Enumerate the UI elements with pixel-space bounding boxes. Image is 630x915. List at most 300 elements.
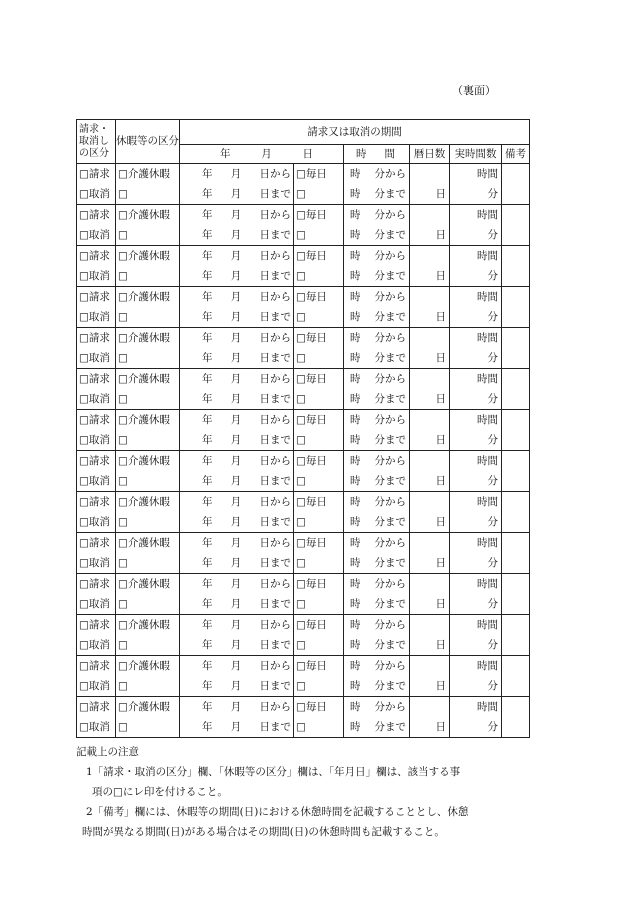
start-date-field[interactable]	[180, 410, 294, 431]
start-time-field[interactable]	[344, 164, 410, 185]
start-time-field[interactable]	[344, 205, 410, 226]
other-checkbox[interactable]: □	[294, 225, 344, 246]
year-label: 年	[202, 372, 213, 385]
entry-row-start	[77, 574, 530, 595]
days-count-field[interactable]: 日	[410, 184, 450, 205]
header-remarks: 備考	[502, 145, 530, 164]
hour-label: 時	[350, 515, 361, 528]
month-label: 月	[230, 187, 242, 200]
hour-label: 時	[350, 310, 361, 323]
other-checkbox[interactable]: □	[294, 184, 344, 205]
from-min-label: 分から	[374, 618, 406, 631]
from-min-label: 分から	[374, 700, 406, 713]
to-day-label: 日まで	[259, 474, 291, 487]
daily-checkbox[interactable]: □毎日	[294, 164, 344, 185]
end-date-field[interactable]	[180, 676, 294, 697]
start-time-field[interactable]	[344, 533, 410, 554]
cancel-checkbox[interactable]: □取消	[77, 389, 116, 410]
remarks-field[interactable]	[502, 287, 530, 328]
hour-label: 時	[350, 679, 361, 692]
end-time-field[interactable]	[344, 512, 410, 533]
start-date-field[interactable]	[180, 451, 294, 472]
minutes-field[interactable]: 分	[450, 348, 502, 369]
days-field[interactable]	[410, 615, 450, 636]
days-field[interactable]	[410, 246, 450, 267]
days-count-field[interactable]: 日	[410, 266, 450, 287]
minutes-field[interactable]: 分	[450, 225, 502, 246]
start-time-field[interactable]	[344, 328, 410, 349]
other-checkbox[interactable]: □	[294, 594, 344, 615]
to-min-label: 分まで	[374, 515, 406, 528]
month-label: 月	[230, 577, 242, 590]
days-count-field[interactable]: 日	[410, 512, 450, 533]
cancel-checkbox[interactable]: □取消	[77, 717, 116, 738]
end-date-field[interactable]	[180, 594, 294, 615]
other-leave-checkbox[interactable]: □	[116, 635, 180, 656]
to-day-label: 日まで	[259, 556, 291, 569]
hours-field[interactable]: 時間	[450, 205, 502, 226]
start-time-field[interactable]	[344, 615, 410, 636]
leave-request-table	[76, 119, 530, 738]
hour-label: 時	[350, 495, 361, 508]
month-label: 月	[230, 515, 242, 528]
header-time	[344, 145, 410, 164]
days-field[interactable]	[410, 656, 450, 677]
from-min-label: 分から	[374, 536, 406, 549]
start-date-field[interactable]	[180, 533, 294, 554]
minutes-field[interactable]: 分	[450, 512, 502, 533]
request-checkbox[interactable]: □請求	[77, 656, 116, 677]
end-time-field[interactable]	[344, 348, 410, 369]
cancel-checkbox[interactable]: □取消	[77, 635, 116, 656]
year-label: 年	[202, 577, 213, 590]
care-leave-checkbox[interactable]: □介護休暇	[116, 328, 180, 349]
start-date-field[interactable]	[180, 574, 294, 595]
start-time-field[interactable]	[344, 574, 410, 595]
month-label: 月	[230, 474, 242, 487]
days-count-field[interactable]: 日	[410, 676, 450, 697]
end-time-field[interactable]	[344, 225, 410, 246]
start-date-field[interactable]	[180, 697, 294, 718]
entry-row-end	[77, 348, 530, 369]
entry-row-start	[77, 287, 530, 308]
other-leave-checkbox[interactable]: □	[116, 594, 180, 615]
other-leave-checkbox[interactable]: □	[116, 389, 180, 410]
days-count-field[interactable]: 日	[410, 348, 450, 369]
month-label: 月	[230, 597, 242, 610]
days-count-field[interactable]: 日	[410, 717, 450, 738]
end-time-field[interactable]	[344, 471, 410, 492]
from-day-label: 日から	[259, 208, 291, 221]
other-leave-checkbox[interactable]: □	[116, 553, 180, 574]
entry-row-end	[77, 225, 530, 246]
daily-checkbox[interactable]: □毎日	[294, 328, 344, 349]
care-leave-checkbox[interactable]: □介護休暇	[116, 164, 180, 185]
start-time-field[interactable]	[344, 697, 410, 718]
remarks-field[interactable]	[502, 697, 530, 738]
end-date-field[interactable]	[180, 225, 294, 246]
year-label: 年	[202, 413, 213, 426]
from-day-label: 日から	[259, 167, 291, 180]
end-time-field[interactable]	[344, 184, 410, 205]
end-date-field[interactable]	[180, 184, 294, 205]
end-date-field[interactable]	[180, 512, 294, 533]
other-checkbox[interactable]: □	[294, 676, 344, 697]
end-time-field[interactable]	[344, 717, 410, 738]
daily-checkbox[interactable]: □毎日	[294, 451, 344, 472]
year-label: 年	[202, 556, 213, 569]
care-leave-checkbox[interactable]: □介護休暇	[116, 697, 180, 718]
days-field[interactable]	[410, 451, 450, 472]
hour-label: 時	[350, 269, 361, 282]
start-date-field[interactable]	[180, 287, 294, 308]
from-day-label: 日から	[259, 454, 291, 467]
cancel-checkbox[interactable]: □取消	[77, 225, 116, 246]
days-field[interactable]	[410, 287, 450, 308]
end-time-field[interactable]	[344, 307, 410, 328]
other-leave-checkbox[interactable]: □	[116, 348, 180, 369]
hours-field[interactable]: 時間	[450, 246, 502, 267]
request-checkbox[interactable]: □請求	[77, 451, 116, 472]
start-time-field[interactable]	[344, 246, 410, 267]
hours-field[interactable]: 時間	[450, 451, 502, 472]
other-checkbox[interactable]: □	[294, 348, 344, 369]
minutes-field[interactable]: 分	[450, 266, 502, 287]
remarks-field[interactable]	[502, 615, 530, 656]
hour-label: 時	[350, 290, 361, 303]
month-label: 月	[230, 392, 242, 405]
from-min-label: 分から	[374, 495, 406, 508]
other-checkbox[interactable]: □	[294, 512, 344, 533]
entry-row-end	[77, 307, 530, 328]
entry-row-end	[77, 717, 530, 738]
remarks-field[interactable]	[502, 492, 530, 533]
year-label: 年	[202, 700, 213, 713]
minutes-field[interactable]: 分	[450, 430, 502, 451]
days-count-field[interactable]: 日	[410, 471, 450, 492]
year-label: 年	[202, 331, 213, 344]
cancel-checkbox[interactable]: □取消	[77, 553, 116, 574]
care-leave-checkbox[interactable]: □介護休暇	[116, 410, 180, 431]
to-day-label: 日まで	[259, 720, 291, 733]
request-checkbox[interactable]: □請求	[77, 410, 116, 431]
to-day-label: 日まで	[259, 433, 291, 446]
days-count-field[interactable]: 日	[410, 553, 450, 574]
request-checkbox[interactable]: □請求	[77, 369, 116, 390]
end-date-field[interactable]	[180, 266, 294, 287]
hours-field[interactable]: 時間	[450, 328, 502, 349]
entry-row-start	[77, 656, 530, 677]
remarks-field[interactable]	[502, 410, 530, 451]
days-count-field[interactable]: 日	[410, 389, 450, 410]
minutes-field[interactable]: 分	[450, 307, 502, 328]
care-leave-checkbox[interactable]: □介護休暇	[116, 369, 180, 390]
to-day-label: 日まで	[259, 228, 291, 241]
other-leave-checkbox[interactable]: □	[116, 676, 180, 697]
note-1-line-2: 項の□にレ印を付けること。	[92, 786, 228, 798]
end-date-field[interactable]	[180, 717, 294, 738]
care-leave-checkbox[interactable]: □介護休暇	[116, 656, 180, 677]
start-time-field[interactable]	[344, 656, 410, 677]
end-date-field[interactable]	[180, 430, 294, 451]
request-checkbox[interactable]: □請求	[77, 697, 116, 718]
end-date-field[interactable]	[180, 471, 294, 492]
cancel-checkbox[interactable]: □取消	[77, 512, 116, 533]
minutes-field[interactable]: 分	[450, 635, 502, 656]
from-min-label: 分から	[374, 372, 406, 385]
to-min-label: 分まで	[374, 310, 406, 323]
other-checkbox[interactable]: □	[294, 430, 344, 451]
end-date-field[interactable]	[180, 635, 294, 656]
days-count-field[interactable]: 日	[410, 594, 450, 615]
remarks-field[interactable]	[502, 205, 530, 246]
end-time-field[interactable]	[344, 389, 410, 410]
daily-checkbox[interactable]: □毎日	[294, 246, 344, 267]
days-count-field[interactable]: 日	[410, 225, 450, 246]
year-label: 年	[202, 249, 213, 262]
cancel-checkbox[interactable]: □取消	[77, 676, 116, 697]
daily-checkbox[interactable]: □毎日	[294, 287, 344, 308]
days-field[interactable]	[410, 697, 450, 718]
note-2-line-2: 時間が異なる期間(日)がある場合はその期間(日)の休憩時間も記載すること。	[82, 826, 445, 838]
from-min-label: 分から	[374, 290, 406, 303]
cancel-checkbox[interactable]: □取消	[77, 594, 116, 615]
other-checkbox[interactable]: □	[294, 635, 344, 656]
year-label: 年	[202, 720, 213, 733]
other-leave-checkbox[interactable]: □	[116, 430, 180, 451]
daily-checkbox[interactable]: □毎日	[294, 533, 344, 554]
year-label: 年	[202, 659, 213, 672]
daily-checkbox[interactable]: □毎日	[294, 615, 344, 636]
hour-label: 時	[350, 454, 361, 467]
other-checkbox[interactable]: □	[294, 471, 344, 492]
other-leave-checkbox[interactable]: □	[116, 266, 180, 287]
entry-row-start	[77, 451, 530, 472]
cancel-checkbox[interactable]: □取消	[77, 266, 116, 287]
end-date-field[interactable]	[180, 553, 294, 574]
daily-checkbox[interactable]: □毎日	[294, 205, 344, 226]
other-checkbox[interactable]: □	[294, 389, 344, 410]
to-min-label: 分まで	[374, 351, 406, 364]
start-date-field[interactable]	[180, 615, 294, 636]
month-label: 月	[230, 556, 242, 569]
entry-row-start	[77, 369, 530, 390]
end-time-field[interactable]	[344, 266, 410, 287]
days-field[interactable]	[410, 369, 450, 390]
days-field[interactable]	[410, 574, 450, 595]
other-leave-checkbox[interactable]: □	[116, 471, 180, 492]
from-min-label: 分から	[374, 659, 406, 672]
other-leave-checkbox[interactable]: □	[116, 225, 180, 246]
entry-row-end	[77, 266, 530, 287]
from-day-label: 日から	[259, 372, 291, 385]
request-checkbox[interactable]: □請求	[77, 533, 116, 554]
entry-row-end	[77, 430, 530, 451]
remarks-field[interactable]	[502, 369, 530, 410]
hour-label: 時	[350, 577, 361, 590]
cancel-checkbox[interactable]: □取消	[77, 307, 116, 328]
end-date-field[interactable]	[180, 348, 294, 369]
start-date-field[interactable]	[180, 492, 294, 513]
minutes-field[interactable]: 分	[450, 676, 502, 697]
end-time-field[interactable]	[344, 676, 410, 697]
cancel-checkbox[interactable]: □取消	[77, 348, 116, 369]
entry-row-end	[77, 512, 530, 533]
entry-row-end	[77, 184, 530, 205]
start-date-field[interactable]	[180, 164, 294, 185]
year-label: 年	[202, 351, 213, 364]
year-label: 年	[202, 597, 213, 610]
hours-field[interactable]: 時間	[450, 410, 502, 431]
start-date-field[interactable]	[180, 205, 294, 226]
end-time-field[interactable]	[344, 635, 410, 656]
end-time-field[interactable]	[344, 594, 410, 615]
from-min-label: 分から	[374, 331, 406, 344]
start-time-field[interactable]	[344, 451, 410, 472]
daily-checkbox[interactable]: □毎日	[294, 492, 344, 513]
year-label: 年	[202, 679, 213, 692]
care-leave-checkbox[interactable]: □介護休暇	[116, 615, 180, 636]
days-field[interactable]	[410, 533, 450, 554]
minutes-field[interactable]: 分	[450, 471, 502, 492]
end-time-field[interactable]	[344, 553, 410, 574]
daily-checkbox[interactable]: □毎日	[294, 574, 344, 595]
hours-field[interactable]: 時間	[450, 656, 502, 677]
end-date-field[interactable]	[180, 389, 294, 410]
entry-row-start	[77, 205, 530, 226]
other-leave-checkbox[interactable]: □	[116, 184, 180, 205]
request-checkbox[interactable]: □請求	[77, 205, 116, 226]
remarks-field[interactable]	[502, 574, 530, 615]
start-time-field[interactable]	[344, 287, 410, 308]
hours-field[interactable]: 時間	[450, 164, 502, 185]
request-checkbox[interactable]: □請求	[77, 164, 116, 185]
remarks-field[interactable]	[502, 533, 530, 574]
month-label: 月	[230, 495, 242, 508]
from-min-label: 分から	[374, 167, 406, 180]
to-day-label: 日まで	[259, 269, 291, 282]
care-leave-checkbox[interactable]: □介護休暇	[116, 492, 180, 513]
to-day-label: 日まで	[259, 310, 291, 323]
header-year: 年	[220, 147, 231, 160]
year-label: 年	[202, 392, 213, 405]
days-count-field[interactable]: 日	[410, 307, 450, 328]
request-checkbox[interactable]: □請求	[77, 328, 116, 349]
minutes-field[interactable]: 分	[450, 717, 502, 738]
hours-field[interactable]: 時間	[450, 369, 502, 390]
cancel-checkbox[interactable]: □取消	[77, 184, 116, 205]
note-2-line-1: 2「備考」欄には、休暇等の期間(日)における休憩時間を記載することとし、休憩	[86, 806, 469, 818]
remarks-field[interactable]	[502, 656, 530, 697]
start-date-field[interactable]	[180, 656, 294, 677]
to-min-label: 分まで	[374, 638, 406, 651]
hour-label: 時	[350, 433, 361, 446]
start-time-field[interactable]	[344, 369, 410, 390]
hours-field[interactable]: 時間	[450, 287, 502, 308]
start-date-field[interactable]	[180, 369, 294, 390]
month-label: 月	[230, 454, 242, 467]
request-checkbox[interactable]: □請求	[77, 287, 116, 308]
days-field[interactable]	[410, 328, 450, 349]
entry-row-start	[77, 697, 530, 718]
days-field[interactable]	[410, 492, 450, 513]
year-label: 年	[202, 310, 213, 323]
remarks-field[interactable]	[502, 328, 530, 369]
other-checkbox[interactable]: □	[294, 266, 344, 287]
other-leave-checkbox[interactable]: □	[116, 512, 180, 533]
month-label: 月	[230, 167, 242, 180]
request-checkbox[interactable]: □請求	[77, 246, 116, 267]
hours-field[interactable]: 時間	[450, 697, 502, 718]
minutes-field[interactable]: 分	[450, 389, 502, 410]
care-leave-checkbox[interactable]: □介護休暇	[116, 205, 180, 226]
other-leave-checkbox[interactable]: □	[116, 717, 180, 738]
year-label: 年	[202, 515, 213, 528]
request-checkbox[interactable]: □請求	[77, 574, 116, 595]
cancel-checkbox[interactable]: □取消	[77, 430, 116, 451]
hour-label: 時	[350, 597, 361, 610]
care-leave-checkbox[interactable]: □介護休暇	[116, 451, 180, 472]
minutes-field[interactable]: 分	[450, 594, 502, 615]
month-label: 月	[230, 659, 242, 672]
care-leave-checkbox[interactable]: □介護休暇	[116, 287, 180, 308]
remarks-field[interactable]	[502, 164, 530, 205]
request-checkbox[interactable]: □請求	[77, 615, 116, 636]
care-leave-checkbox[interactable]: □介護休暇	[116, 574, 180, 595]
header-period: 請求又は取消の期間	[180, 120, 530, 145]
other-leave-checkbox[interactable]: □	[116, 307, 180, 328]
start-time-field[interactable]	[344, 410, 410, 431]
month-label: 月	[230, 269, 242, 282]
month-label: 月	[230, 433, 242, 446]
days-field[interactable]	[410, 205, 450, 226]
month-label: 月	[230, 228, 242, 241]
end-date-field[interactable]	[180, 307, 294, 328]
month-label: 月	[230, 249, 242, 262]
remarks-field[interactable]	[502, 451, 530, 492]
days-field[interactable]	[410, 164, 450, 185]
care-leave-checkbox[interactable]: □介護休暇	[116, 533, 180, 554]
daily-checkbox[interactable]: □毎日	[294, 369, 344, 390]
minutes-field[interactable]: 分	[450, 184, 502, 205]
hours-field[interactable]: 時間	[450, 615, 502, 636]
other-checkbox[interactable]: □	[294, 553, 344, 574]
hours-field[interactable]: 時間	[450, 533, 502, 554]
request-checkbox[interactable]: □請求	[77, 492, 116, 513]
start-time-field[interactable]	[344, 492, 410, 513]
days-field[interactable]	[410, 410, 450, 431]
daily-checkbox[interactable]: □毎日	[294, 410, 344, 431]
minutes-field[interactable]: 分	[450, 553, 502, 574]
cancel-checkbox[interactable]: □取消	[77, 471, 116, 492]
hour-label: 時	[350, 638, 361, 651]
hour-label: 時	[350, 392, 361, 405]
other-checkbox[interactable]: □	[294, 307, 344, 328]
remarks-field[interactable]	[502, 246, 530, 287]
header-category: 請求・取消しの区分	[77, 120, 116, 164]
other-checkbox[interactable]: □	[294, 717, 344, 738]
hours-field[interactable]: 時間	[450, 492, 502, 513]
start-date-field[interactable]	[180, 246, 294, 267]
daily-checkbox[interactable]: □毎日	[294, 656, 344, 677]
days-count-field[interactable]: 日	[410, 430, 450, 451]
start-date-field[interactable]	[180, 328, 294, 349]
end-time-field[interactable]	[344, 430, 410, 451]
care-leave-checkbox[interactable]: □介護休暇	[116, 246, 180, 267]
hours-field[interactable]: 時間	[450, 574, 502, 595]
days-count-field[interactable]: 日	[410, 635, 450, 656]
daily-checkbox[interactable]: □毎日	[294, 697, 344, 718]
